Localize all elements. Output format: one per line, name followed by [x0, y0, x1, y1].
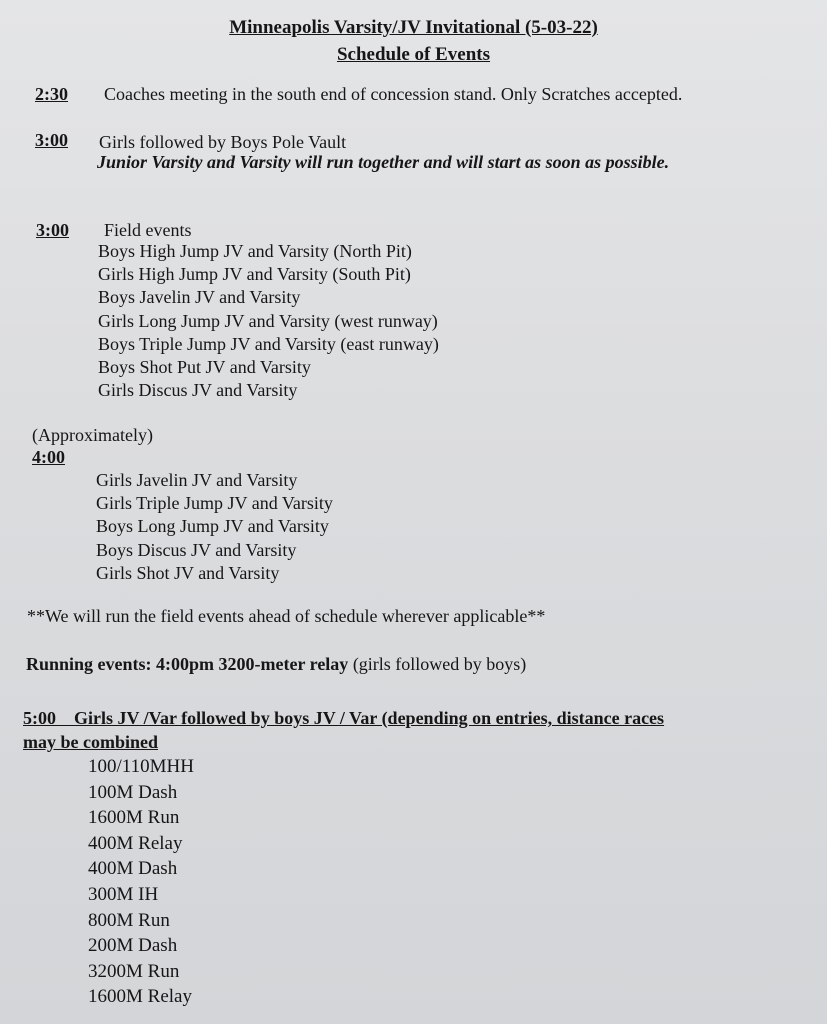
title-line-2: Schedule of Events: [336, 44, 491, 65]
list-item: Girls High Jump JV and Varsity (South Pit): [98, 264, 411, 285]
running-events-label: Running events: 4:00pm 3200-meter relay: [26, 654, 349, 674]
running-5-time: 5:00: [23, 708, 56, 728]
list-item: Boys High Jump JV and Varsity (North Pit): [98, 241, 412, 261]
list-item: 100M Dash: [88, 781, 178, 803]
list-item: Boys Javelin JV and Varsity: [98, 287, 301, 308]
field-events-heading: Field events: [104, 220, 192, 240]
field-events-time: 3:00: [36, 220, 69, 240]
running-5-header: [23, 707, 664, 730]
list-item: 300M IH: [88, 883, 159, 905]
list-item: 100/110MHH: [88, 756, 194, 777]
pole-vault-time: 3:00: [35, 130, 68, 150]
field-events-2-time: 4:00: [32, 447, 65, 467]
field-events-list-1: [98, 240, 439, 402]
list-item: Girls Discus JV and Varsity: [98, 380, 298, 401]
meeting-text: Coaches meeting in the south end of concession stand. Only Scratches accepted.: [104, 84, 683, 104]
document-title: [0, 14, 827, 68]
running-events-list: [88, 754, 194, 1010]
running-events-line: [26, 653, 526, 676]
list-item: Boys Triple Jump JV and Varsity (east runway): [98, 333, 439, 354]
list-item: 1600M Relay: [88, 986, 192, 1008]
list-item: 200M Dash: [88, 935, 178, 957]
running-5-header-line-1: Girls JV /Var followed by boys JV / Var (depending on entries, distance races: [74, 708, 665, 728]
running-5-header-line-2: may be combined: [23, 732, 158, 752]
approximately-label: (Approximately): [32, 425, 153, 445]
pole-vault-note: Junior Varsity and Varsity will run together and will start as soon as possible.: [97, 152, 670, 172]
list-item: Girls Long Jump JV and Varsity (west runway): [98, 310, 438, 331]
list-item: Boys Shot Put JV and Varsity: [98, 357, 311, 378]
field-events-list-2: [96, 469, 333, 585]
list-item: Girls Triple Jump JV and Varsity: [96, 493, 333, 514]
pole-vault-text: Girls followed by Boys Pole Vault: [99, 132, 347, 152]
list-item: Girls Shot JV and Varsity: [96, 562, 280, 583]
field-events-note: **We will run the field events ahead of schedule wherever applicable**: [27, 606, 546, 626]
list-item: 1600M Run: [88, 807, 180, 829]
running-events-suffix: (girls followed by boys): [348, 654, 527, 674]
title-line-1: Minneapolis Varsity/JV Invitational (5-03-22): [229, 17, 598, 38]
list-item: Girls Javelin JV and Varsity: [96, 470, 298, 490]
list-item: 800M Run: [88, 909, 170, 931]
list-item: Boys Long Jump JV and Varsity: [96, 516, 329, 537]
list-item: Boys Discus JV and Varsity: [96, 539, 297, 560]
meeting-time: 2:30: [35, 84, 68, 104]
list-item: 3200M Run: [88, 960, 180, 982]
list-item: 400M Relay: [88, 832, 183, 854]
list-item: 400M Dash: [88, 858, 178, 880]
